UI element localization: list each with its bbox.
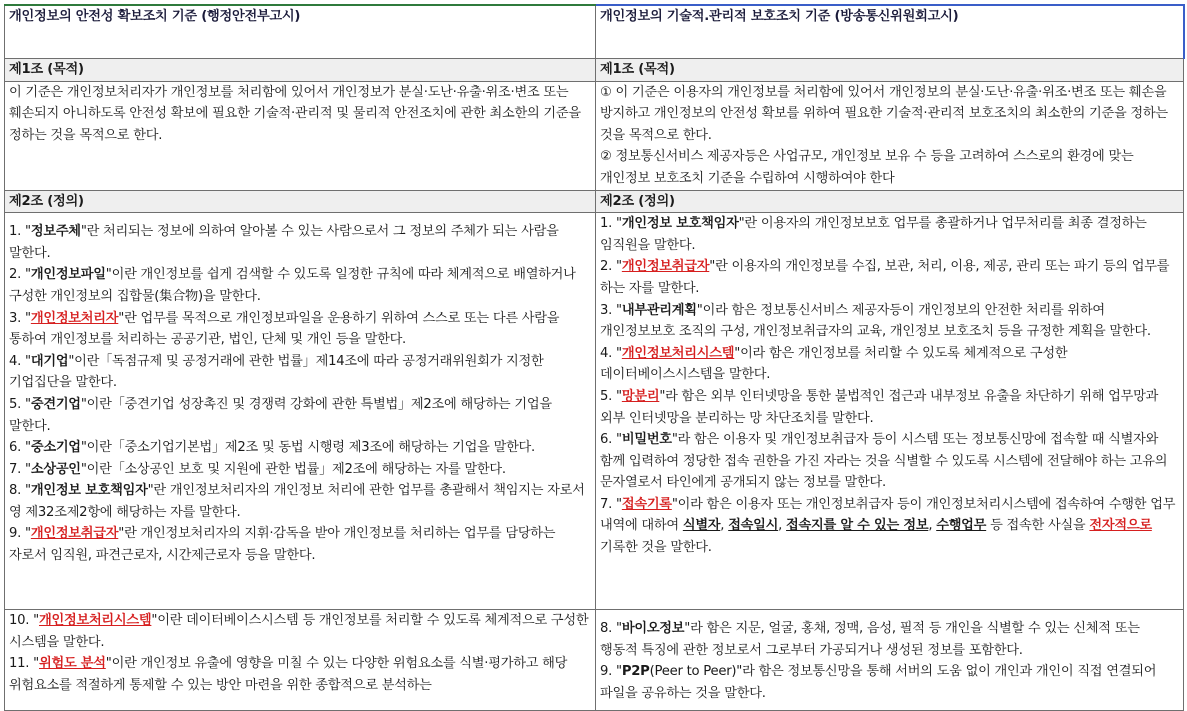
art1-title-right: 제1조 (목적) <box>596 59 1184 82</box>
definition-item: 4. "개인정보처리시스템"이라 함은 개인정보를 처리할 수 있도록 체계적으로 구성한 데이터베이스시스템을 말한다. <box>600 345 1068 383</box>
definition-item: 5. "중견기업"이란「중견기업 성장촉진 및 경쟁력 강화에 관한 특별법」제2조에 해당하는 기업을 말한다. <box>9 396 552 434</box>
art1-body-left <box>5 81 596 190</box>
underlined-term: 접속지를 알 수 있는 정보 <box>786 518 929 534</box>
definition-term: 내부관리계획 <box>621 302 697 318</box>
comparison-table <box>4 4 1185 711</box>
left-definitions-more <box>9 610 591 696</box>
art1-right-p1: ① 이 기준은 이용자의 개인정보를 처리함에 있어서 개인정보의 분실·도난·유출·위조·변조 또는 훼손을 방지하고 개인정보의 안전성 확보를 위하여 필요한 기술적·관리적 보호조치의 최소한의 기준을 정하는 것을 목적으로 한다. <box>600 84 1168 143</box>
definition-item: 8. "개인정보 보호책임자"란 개인정보처리자의 개인정보 처리에 관한 업무를 총괄해서 책임지는 자로서 영 제32조제2항에 해당하는 자를 말한다. <box>9 483 585 520</box>
definition-term: 망분리 <box>621 388 660 404</box>
header-left: 개인정보의 안전성 확보조치 기준 (행정안전부고시) <box>5 5 596 59</box>
art1-body-right <box>596 81 1184 190</box>
definition-term: 개인정보취급자 <box>30 526 119 542</box>
definition-item: 5. "망분리"라 함은 외부 인터넷망을 통한 불법적인 접근과 내부정보 유출을 차단하기 위해 업무망과 외부 인터넷망을 분리하는 망 차단조치를 말한다. <box>600 388 1159 426</box>
definition-term: 바이오정보 <box>621 621 685 637</box>
definition-item: 2. "개인정보취급자"란 이용자의 개인정보를 수집, 보관, 처리, 이용, 제공, 관리 또는 파기 등의 업무를 하는 자를 말한다. <box>600 259 1170 296</box>
definition-term: 위험도 분석 <box>38 656 106 672</box>
art2-body-left <box>5 213 596 610</box>
underlined-term: 식별자 <box>682 518 721 534</box>
definition-term: 개인정보 보호책임자 <box>621 216 739 232</box>
art1-body-row <box>5 81 1184 190</box>
definition-item: 1. "정보주체"란 처리되는 정보에 의하여 알아볼 수 있는 사람으로서 그 정보의 주체가 되는 사람을 말한다. <box>9 224 559 261</box>
art2-title-row <box>5 190 1184 213</box>
art1-title-row <box>5 59 1184 82</box>
definition-term: 소상공인 <box>30 461 81 477</box>
art1-right-p2: ② 정보통신서비스 제공자등은 사업규모, 개인정보 보유 수 등을 고려하여 스스로의 환경에 맞는 개인정보 보호조치 기준을 수립하여 시행하여야 한다 <box>600 149 1134 186</box>
definition-term: 개인정보처리시스템 <box>621 345 735 361</box>
art2-more-row <box>5 610 1184 711</box>
definition-item: 1. "개인정보 보호책임자"란 이용자의 개인정보보호 업무를 총괄하거나 업무처리를 최종 결정하는 임직원을 말한다. <box>600 216 1147 253</box>
definition-item: 7. "소상공인"이란「소상공인 보호 및 지원에 관한 법률」제2조에 해당하는 자를 말한다. <box>9 461 506 477</box>
definition-item: 10. "개인정보처리시스템"이란 데이터베이스시스템 등 개인정보를 처리할 수 있도록 체계적으로 구성한 시스템을 말한다. <box>9 613 589 650</box>
underlined-term: 수행업무 <box>936 518 987 534</box>
definition-item: 3. "내부관리계획"이라 함은 정보통신서비스 제공자등이 개인정보의 안전한 처리를 위하여 개인정보보호 조직의 구성, 개인정보취급자의 교육, 개인정보 보호조치 등을 규정한 계획을 말한다. <box>600 302 1151 340</box>
definition-item: 7. "접속기록"이라 함은 이용자 또는 개인정보취급자 등이 개인정보처리시스템에 접속하여 수행한 업무 내역에 대하여 식별자, 접속일시, 접속지를 알 수 있는 정보, 수행업무 등 접속한 사실을 전자적으로 기록한 것을 말한다. <box>600 496 1176 556</box>
definition-item: 9. "P2P(Peer to Peer)"라 함은 정보통신망을 통해 서버의 도움 없이 개인과 개인이 직접 연결되어 파일을 공유하는 것을 말한다. <box>600 664 1157 701</box>
definition-term: 대기업 <box>30 353 69 369</box>
definition-term: 중견기업 <box>30 396 81 412</box>
definition-item: 2. "개인정보파일"이란 개인정보를 쉽게 검색할 수 있도록 일정한 규칙에 따라 체계적으로 배열하거나 구성한 개인정보의 집합물(集合物)을 말한다. <box>9 267 576 304</box>
definition-item: 3. "개인정보처리자"란 업무를 목적으로 개인정보파일을 운용하기 위하여 스스로 또는 다른 사람을 통하여 개인정보를 처리하는 공공기관, 법인, 단체 및 개인 등을 말한다. <box>9 310 560 348</box>
art2-title-left: 제2조 (정의) <box>5 190 596 213</box>
art2-more-left <box>5 610 596 711</box>
definition-term: 중소기업 <box>30 440 81 456</box>
header-right: 개인정보의 기술적.관리적 보호조치 기준 (방송통신위원회고시) <box>596 5 1184 59</box>
definition-term: 개인정보취급자 <box>621 259 710 275</box>
underlined-term: 전자적으로 <box>1089 518 1152 534</box>
art2-body-row <box>5 213 1184 610</box>
art1-title-left: 제1조 (목적) <box>5 59 596 82</box>
definition-term: 개인정보파일 <box>30 267 106 283</box>
definition-item: 6. "중소기업"이란「중소기업기본법」제2조 및 동법 시행령 제3조에 해당하는 기업을 말한다. <box>9 440 535 456</box>
definition-item: 6. "비밀번호"라 함은 이용자 및 개인정보취급자 등이 시스템 또는 정보통신망에 접속할 때 식별자와 함께 입력하여 정당한 접속 권한을 가진 자라는 것을 식별할 수 있도록 시스템에 전달해야 하는 고유의 문자열로서 타인에게 공개되지 않는 정보를 말한다. <box>600 432 1168 491</box>
definition-item: 11. "위험도 분석"이란 개인정보 유출에 영향을 미칠 수 있는 다양한 위험요소를 식별·평가하고 해당 위험요소를 적절하게 통제할 수 있는 방안 마련을 위한 종합적으로 분석하는 <box>9 656 568 693</box>
definition-item: 4. "대기업"이란「독점규제 및 공정거래에 관한 법률」제14조에 따라 공정거래위원회가 지정한 기업집단을 말한다. <box>9 353 544 391</box>
definition-term: 개인정보처리자 <box>30 310 119 326</box>
header-row <box>5 5 1184 59</box>
right-definitions <box>600 213 1179 494</box>
underlined-term: 접속일시 <box>728 518 779 534</box>
art2-title-right: 제2조 (정의) <box>596 190 1184 213</box>
definition-term: 정보주체 <box>30 224 81 240</box>
art2-body-right <box>596 213 1184 610</box>
definition-term: P2P <box>621 664 650 680</box>
definition-item: 9. "개인정보취급자"란 개인정보처리자의 지휘·감독을 받아 개인정보를 처리하는 업무를 담당하는 자로서 임직원, 파견근로자, 시간제근로자 등을 말한다. <box>9 526 556 564</box>
right-definitions-more <box>600 618 1179 704</box>
definition-item: 8. "바이오정보"라 함은 지문, 얼굴, 홍채, 정맥, 음성, 필적 등 개인을 식별할 수 있는 신체적 또는 행동적 특징에 관한 정보로서 그로부터 가공되거나 생성된 정보를 포함한다. <box>600 621 1140 658</box>
definition-term: 개인정보처리시스템 <box>38 613 152 629</box>
left-definitions <box>9 221 591 567</box>
art2-more-right <box>596 610 1184 711</box>
definition-term: 개인정보 보호책임자 <box>30 483 148 499</box>
definition-term: 접속기록 <box>621 496 672 512</box>
definition-term: 비밀번호 <box>621 432 672 448</box>
art1-left-text: 이 기준은 개인정보처리자가 개인정보를 처리함에 있어서 개인정보가 분실·도난·유출·위조·변조 또는 훼손되지 아니하도록 안전성 확보에 필요한 기술적·관리적 및 물리적 안전조치에 관한 최소한의 기준을 정하는 것을 목적으로 한다. <box>9 84 581 143</box>
